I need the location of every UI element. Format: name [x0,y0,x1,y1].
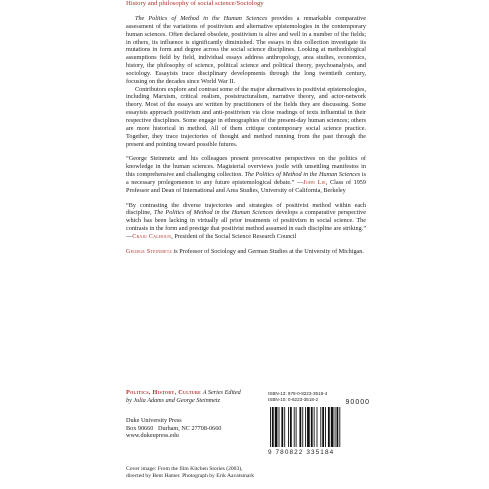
description-paragraph-2: Contributors explore and contrast some of the major alternatives to positivist epistemologies, including Marxism, critical realism, poststructuralism, narrative theory, and actor-network theory. Most of the essays are written by practitioners of the fields they are discussing. Some essayists approach positivism and anti-positivism via close readings of texts influential in their respective disciplines. Some engage in ethnographies of the present-day human sciences; others are more historical in method. All of them critique contemporary social science practice. Together, they trace trajectories of thought and method running from the past through the present and pointing toward possible futures. [126,85,366,148]
publisher-website: www.dukeupress.edu [126,432,179,440]
publisher-info [126,417,276,440]
series-tagline: A Series Edited [202,389,241,396]
isbn-13: ISBN-13: 978-0-8223-3518-4 [268,391,328,396]
barcode-block [268,391,370,461]
body-text [126,15,366,256]
author-bio: George Steinmetz is Professor of Sociology and German Studies at the University of Michigan. [126,247,364,255]
series-title: Politics, History, Culture [126,389,202,396]
book-title: The Politics of Method in the Human Sciences [135,15,268,22]
series-editors: by Julia Adams and George Steinmetz [126,396,220,404]
publisher-address: Box 90660 Durham, NC 27708-0660 [126,424,222,432]
photo-credit: directed by Bent Hamer. Photograph by Erik Aavatsmark [126,473,255,479]
publisher-name: Duke University Press [126,417,182,424]
price-code: 90000 [345,399,370,406]
blurb-author-name: Craig Calhoun [132,232,172,240]
author-name: George Steinmetz [126,247,172,255]
barcode-number: 9 780822 335184 [268,449,335,456]
cover-credits [126,466,366,480]
blurb-craig-calhoun: “By contrasting the diverse trajectories and strategies of positivist method within each discipline, The Politics of Method in the Human Sciences develops a comparative perspective which has been lacking in virtually all prior treatments of positivism in social science. The contrasts in the form and prestige that positivist method assumed in each discipline are striking.” —Craig Calhoun, President of the Social Science Research Council [126,201,366,240]
barcode-icon [270,407,368,447]
cover-image-credit: Cover image: From the film Kitchen Stories (2003), [126,466,243,472]
series-info [126,389,276,404]
isbn-10: ISBN-10: 0-8223-3518-2 [268,396,319,402]
description-paragraph-1: The Politics of Method in the Human Sciences provides a remarkable comparative assessment of the variations of positivism and alternative epistemologies in the contemporary human sciences. Often declared obsolete, positivism is alive and well in a number of the fields; in others, its influence is significantly diminished. The essays in this collection investigate its mutations in form and degree across the social science disciplines. Looking at methodological assumptions field by field, individual essays address anthropology, area studies, economics, history, the philosophy of science, political science and political theory, psychoanalysis, and sociology. Essayists trace disciplinary developments through the long twentieth century, focusing on the decades since World War II. [126,15,366,85]
blurb-john-lie: “George Steinmetz and his colleagues present provocative perspectives on the politics of knowledge in the human sciences. Magisterial overviews jostle with unsettling manifestos in this comprehensive and challenging collection. The Politics of Method in the Human Sciences is a necessary prolegomenon to any future epistemological debate.” —John Lie, Class of 1959 Professor and Dean of International and Area Studies, University of California, Berkeley [126,155,366,194]
category-label: History and philosophy of social science/Sociology [126,0,264,7]
blurb-author-name: John Lie [303,178,326,186]
